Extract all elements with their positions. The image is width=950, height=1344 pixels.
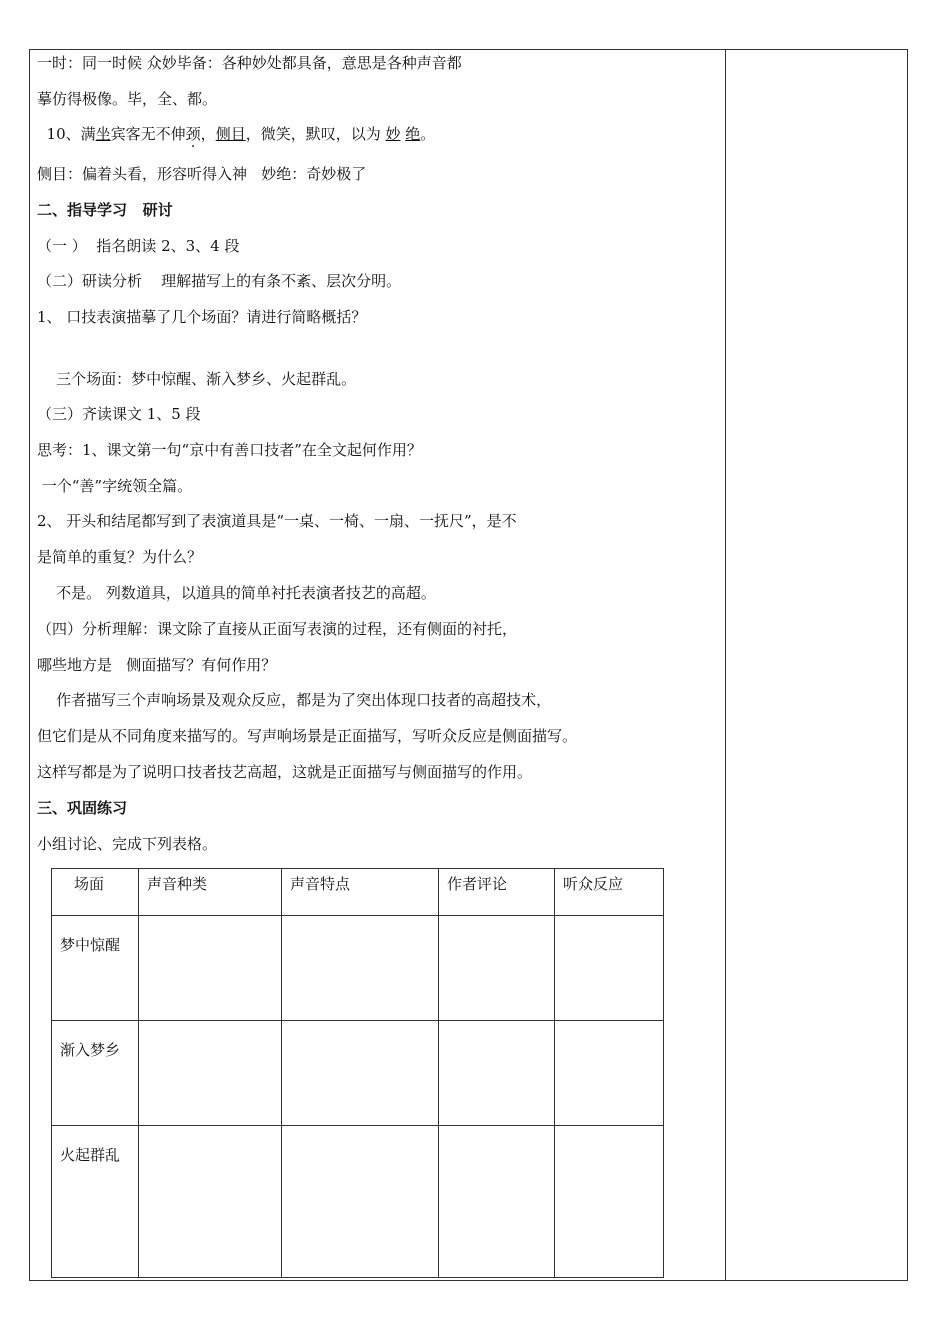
text-line: 一时：同一时候 众妙毕备：各种妙处都具备，意思是各种声音都: [37, 54, 462, 72]
text-line: （四）分析理解：课文除了直接从正面写表演的过程，还有侧面的衬托，: [37, 620, 518, 638]
table-header-cell: 作者评论: [439, 869, 555, 916]
table-row: [52, 1021, 664, 1126]
table-cell[interactable]: [555, 1021, 664, 1126]
table-header-cell: 声音种类: [139, 869, 282, 916]
text-line: 摹仿得极像。毕，全、都。: [37, 90, 218, 108]
text-line: 作者描写三个声响场景及观众反应，都是为了突出体现口技者的高超技术，: [37, 691, 552, 709]
underlined-word: 妙: [385, 125, 401, 143]
table-cell[interactable]: [282, 1021, 439, 1126]
text-line: 1、 口技表演描摹了几个场面？请进行简略概括？: [37, 308, 367, 326]
column-divider: [725, 49, 726, 1281]
text-line: （一 ） 指名朗读 2、3、4 段: [37, 237, 240, 255]
table-cell[interactable]: [439, 1126, 555, 1278]
table-cell: 火起群乱: [52, 1126, 139, 1278]
text-line: 2、 开头和结尾都写到了表演道具是“一桌、一椅、一扇、一抚尺”，是不: [37, 512, 517, 530]
text-line: 但它们是从不同角度来描写的。写声响场景是正面描写，写听众反应是侧面描写。: [37, 727, 578, 745]
text-line: （三）齐读课文 1、5 段: [37, 405, 201, 423]
table-cell[interactable]: [139, 1126, 282, 1278]
table-cell: 梦中惊醒: [52, 916, 139, 1021]
text-line: 是简单的重复？为什么？: [37, 548, 203, 566]
table-cell[interactable]: [282, 916, 439, 1021]
table-cell[interactable]: [555, 916, 664, 1021]
table-cell[interactable]: [139, 1021, 282, 1126]
text-line: 小组讨论、完成下列表格。: [37, 835, 218, 853]
text-line-quote: [37, 124, 435, 144]
text-line: 不是。 列数道具，以道具的简单衬托表演者技艺的高超。: [37, 584, 436, 602]
text-line: 侧目：偏着头看，形容听得入神 妙绝：奇妙极了: [37, 165, 367, 183]
table-header-cell: 场面: [52, 869, 139, 916]
underlined-word: 侧目: [215, 125, 246, 143]
underlined-word: 绝: [405, 125, 421, 143]
table-cell[interactable]: [139, 916, 282, 1021]
section-heading: 二、指导学习 研讨: [37, 201, 173, 219]
table-cell[interactable]: [555, 1126, 664, 1278]
text-fragment: 。: [420, 125, 436, 143]
table-row: [52, 1126, 664, 1278]
table-row: [52, 916, 664, 1021]
text-fragment: ，微笑，默叹，以为: [245, 125, 386, 143]
table-cell: 渐入梦乡: [52, 1021, 139, 1126]
text-line: 一个“善”字统领全篇。: [37, 477, 193, 495]
text-line: 这样写都是为了说明口技者技艺高超，这就是正面描写与侧面描写的作用。: [37, 763, 533, 781]
table-header-cell: 听众反应: [555, 869, 664, 916]
table-cell[interactable]: [439, 1021, 555, 1126]
table-cell[interactable]: [439, 916, 555, 1021]
table-header-row: [52, 869, 664, 916]
table-cell[interactable]: [282, 1126, 439, 1278]
dotted-word: 颈: [185, 125, 201, 143]
section-heading: 三、巩固练习: [37, 799, 128, 817]
text-fragment: ，: [200, 125, 216, 143]
table-header-cell: 声音特点: [282, 869, 439, 916]
text-line: 哪些地方是 侧面描写？有何作用？: [37, 656, 277, 674]
underlined-word: 坐: [95, 125, 111, 143]
text-fragment: 10、满: [37, 125, 96, 143]
text-line: 三个场面：梦中惊醒、渐入梦乡、火起群乱。: [37, 370, 357, 388]
text-fragment: 宾客无不伸: [110, 125, 186, 143]
practice-table: [51, 868, 664, 1278]
text-line: （二）研读分析 理解描写上的有条不紊、层次分明。: [37, 272, 402, 290]
text-line: 思考：1、课文第一句“京中有善口技者”在全文起何作用？: [37, 441, 422, 459]
